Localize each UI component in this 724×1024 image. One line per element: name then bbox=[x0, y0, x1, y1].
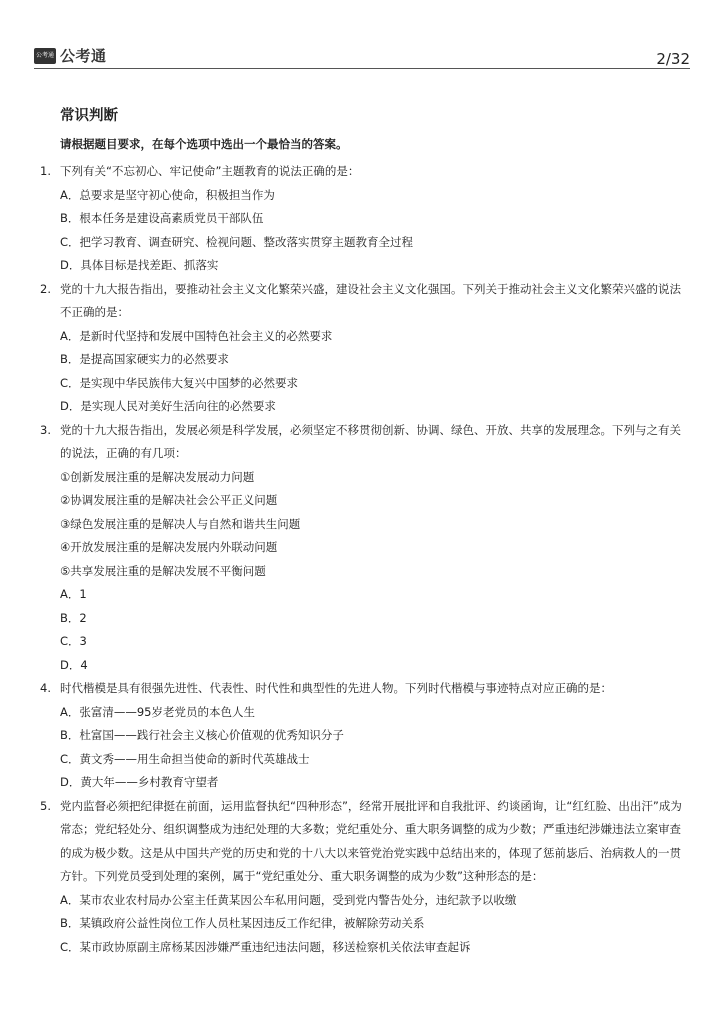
question-item bbox=[40, 795, 690, 960]
question-statement: ①创新发展注重的是解决发展动力问题 bbox=[60, 469, 255, 484]
section-instruction: 请根据题目要求，在每个选项中选出一个最恰当的答案。 bbox=[60, 137, 348, 151]
question-number: 5. bbox=[40, 798, 51, 813]
question-text: 党的十九大报告指出，发展必须是科学发展，必须坚定不移贯彻创新、协调、绿色、开放、共享的发展理念。下列与之有关的说法，正确的有几项： bbox=[60, 422, 681, 460]
question-number: 3. bbox=[40, 422, 51, 437]
question-number: 4. bbox=[40, 681, 51, 695]
answer-option: D．具体目标是找差距、抓落实 bbox=[60, 258, 219, 272]
question-item bbox=[40, 278, 690, 419]
question-list bbox=[40, 160, 690, 959]
answer-option: B．是提高国家硬实力的必然要求 bbox=[60, 352, 229, 366]
answer-option: C．是实现中华民族伟大复兴中国梦的必然要求 bbox=[60, 375, 299, 390]
answer-option: A．某市农业农村局办公室主任黄某因公车私用问题，受到党内警告处分，违纪款予以收缴 bbox=[60, 892, 517, 907]
section-title: 常识判断 bbox=[60, 107, 118, 124]
answer-option: C．黄文秀——用生命担当使命的新时代英雄战士 bbox=[60, 751, 310, 766]
question-statement: ⑤共享发展注重的是解决发展不平衡问题 bbox=[60, 563, 266, 578]
question-text: 党内监督必须把纪律挺在前面，运用监督执纪“四种形态”，经常开展批评和自我批评、约谈函询，让“红红脸、出出汗”成为常态；党纪轻处分、组织调整成为违纪处理的大多数；党纪重处分、重大职务调整的成为少数；严重违纪涉嫌违法立案审查的成为极少数。这是从中国共产党的历史和党的十八大以来管党治党实践中总结出来的，体现了惩前毖后、治病救人的一贯方针。下列党员受到处理的案例，属于“党纪重处分、重大职务调整的成为少数”这种形态的是： bbox=[60, 798, 682, 883]
question-item bbox=[40, 419, 690, 678]
question-text: 党的十九大报告指出，要推动社会主义文化繁荣兴盛，建设社会主义文化强国。下列关于推动社会主义文化繁荣兴盛的说法不正确的是： bbox=[60, 281, 681, 319]
question-text: 下列有关“不忘初心、牢记使命”主题教育的说法正确的是： bbox=[60, 164, 360, 178]
question-number: 2. bbox=[40, 281, 51, 296]
answer-option: A．是新时代坚持和发展中国特色社会主义的必然要求 bbox=[60, 328, 333, 343]
question-statement: ④开放发展注重的是解决发展内外联动问题 bbox=[60, 540, 278, 554]
page-number: 2/32 bbox=[656, 50, 690, 68]
answer-option: A．总要求是坚守初心使命，积极担当作为 bbox=[60, 187, 275, 202]
logo-badge-icon: 公考通 bbox=[34, 48, 56, 64]
question-number: 1. bbox=[40, 164, 51, 178]
answer-option: C．把学习教育、调查研究、检视问题、整改落实贯穿主题教育全过程 bbox=[60, 234, 414, 249]
answer-option: A．张富清——95岁老党员的本色人生 bbox=[60, 704, 255, 719]
question-item bbox=[40, 160, 690, 278]
page-header bbox=[0, 0, 724, 70]
answer-option: D．4 bbox=[60, 657, 88, 672]
question-item bbox=[40, 677, 690, 795]
header-divider bbox=[34, 68, 690, 69]
answer-option: B．杜富国——践行社会主义核心价值观的优秀知识分子 bbox=[60, 728, 344, 742]
question-text: 时代楷模是具有很强先进性、代表性、时代性和典型性的先进人物。下列时代楷模与事迹特点对应正确的是： bbox=[60, 681, 612, 695]
answer-option: B．某镇政府公益性岗位工作人员杜某因违反工作纪律，被解除劳动关系 bbox=[60, 916, 425, 930]
question-statement: ③绿色发展注重的是解决人与自然和谐共生问题 bbox=[60, 516, 301, 531]
question-statement: ②协调发展注重的是解决社会公平正义问题 bbox=[60, 493, 278, 507]
answer-option: B．2 bbox=[60, 610, 87, 625]
answer-option: C．3 bbox=[60, 634, 87, 648]
answer-option: C．某市政协原副主席杨某因涉嫌严重违纪违法问题，移送检察机关依法审查起诉 bbox=[60, 939, 471, 954]
answer-option: D．是实现人民对美好生活向往的必然要求 bbox=[60, 399, 276, 413]
answer-option: A．1 bbox=[60, 587, 87, 601]
answer-option: B．根本任务是建设高素质党员干部队伍 bbox=[60, 211, 264, 225]
answer-option: D．黄大年——乡村教育守望者 bbox=[60, 775, 219, 789]
brand-logo bbox=[34, 45, 107, 66]
document-body bbox=[40, 104, 690, 959]
logo-text: 公考通 bbox=[60, 47, 107, 65]
